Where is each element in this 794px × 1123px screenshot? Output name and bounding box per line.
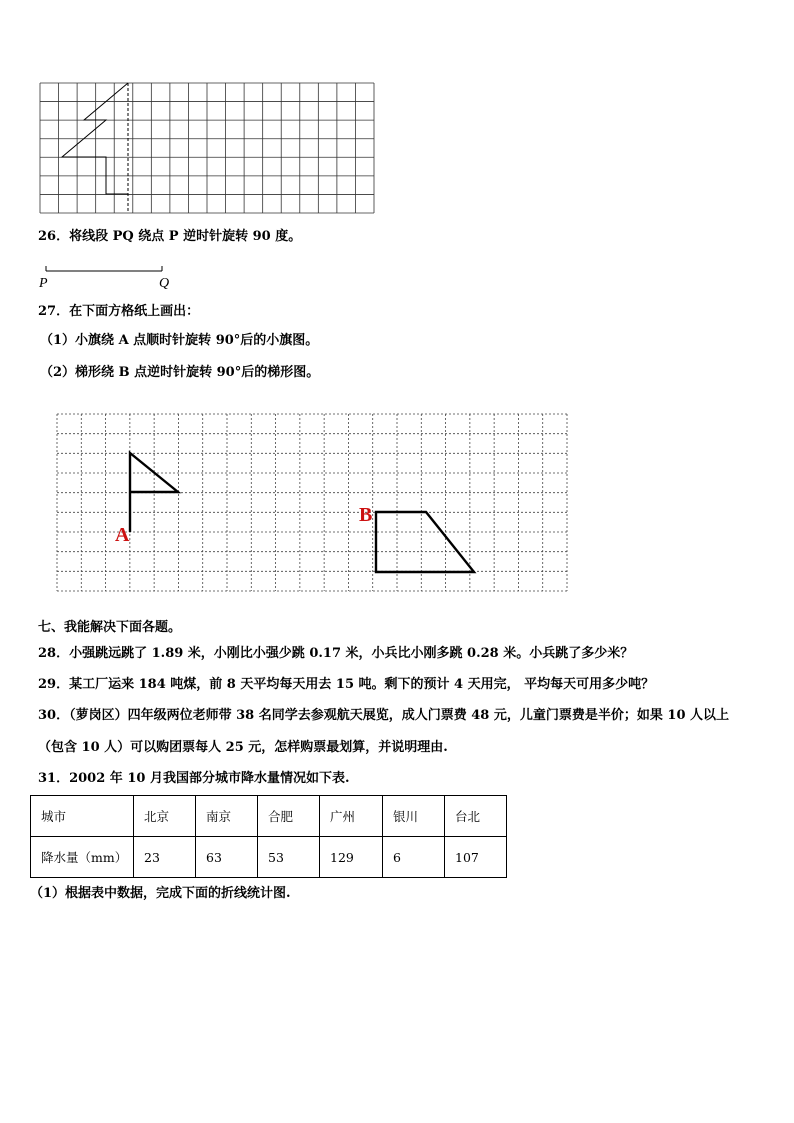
table-cell: 53 — [258, 837, 320, 878]
section-7-title: 七、我能解决下面各题。 — [38, 620, 182, 635]
q31-part1: （1）根据表中数据，完成下面的折线统计图. — [30, 886, 291, 901]
table-cell: 6 — [383, 837, 445, 878]
q27-part1: （1）小旗绕 A 点顺时针旋转 90°后的小旗图。 — [40, 333, 319, 348]
table-cell: 合肥 — [258, 796, 320, 837]
point-q-label: Q — [159, 276, 170, 291]
table-cell: 台北 — [445, 796, 507, 837]
point-b-label: B — [359, 504, 373, 526]
point-a-label: A — [115, 524, 130, 546]
table-cell: 广州 — [320, 796, 383, 837]
table-cell: 23 — [134, 837, 196, 878]
point-p-label: P — [39, 276, 48, 291]
rotation-grid-figure — [0, 400, 794, 600]
q28-text: 28．小强跳远跳了 1.89 米，小刚比小强少跳 0.17 米，小兵比小刚多跳 0.28 米。小兵跳了多少米？ — [38, 646, 634, 661]
rainfall-table — [30, 795, 507, 878]
table-cell: 南京 — [196, 796, 258, 837]
top-grid-figure — [0, 0, 794, 230]
table-cell: 银川 — [383, 796, 445, 837]
table-cell: 降水量（mm） — [31, 837, 134, 878]
flag-shape — [130, 453, 178, 532]
segment-pq-figure — [0, 255, 260, 295]
table-cell: 129 — [320, 837, 383, 878]
table-row — [31, 796, 507, 837]
table-cell: 107 — [445, 837, 507, 878]
q26-text: 26．将线段 PQ 绕点 P 逆时针旋转 90 度。 — [38, 229, 302, 244]
table-row — [31, 837, 507, 878]
q29-text: 29．某工厂运来 184 吨煤，前 8 天平均每天用去 15 吨。剩下的预计 4 天用完， 平均每天可用多少吨？ — [38, 677, 655, 692]
q27-part2: （2）梯形绕 B 点逆时针旋转 90°后的梯形图。 — [40, 365, 320, 380]
q27-text: 27．在下面方格纸上画出： — [38, 304, 200, 319]
q31-text: 31．2002 年 10 月我国部分城市降水量情况如下表. — [38, 771, 350, 786]
table-cell: 63 — [196, 837, 258, 878]
q30-line1: 30．（萝岗区）四年级两位老师带 38 名同学去参观航天展览，成人门票费 48 元，儿童门票费是半价；如果 10 人以上 — [38, 708, 730, 723]
q30-line2: （包含 10 人）可以购团票每人 25 元，怎样购票最划算，并说明理由. — [38, 740, 448, 755]
table-cell: 城市 — [31, 796, 134, 837]
trapezoid-shape — [376, 512, 474, 572]
table-cell: 北京 — [134, 796, 196, 837]
